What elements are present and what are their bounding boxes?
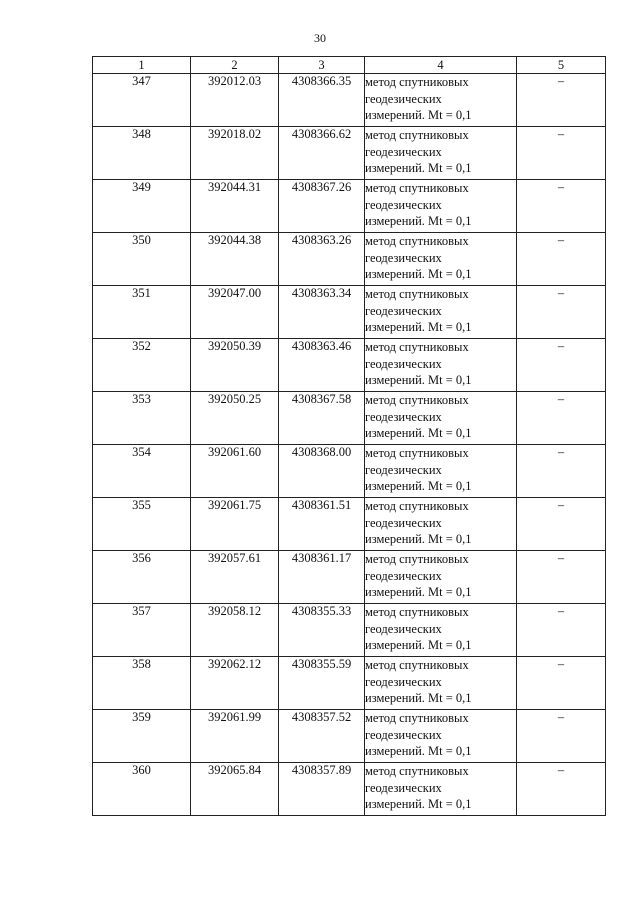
- y-coordinate-cell: 4308357.89: [279, 763, 365, 816]
- method-line: измерений. Mt = 0,1: [365, 108, 472, 122]
- method-line: измерений. Mt = 0,1: [365, 532, 472, 546]
- method-line: измерений. Mt = 0,1: [365, 585, 472, 599]
- method-line: измерений. Mt = 0,1: [365, 479, 472, 493]
- table-row: [93, 127, 606, 180]
- y-coordinate-cell: 4308367.58: [279, 392, 365, 445]
- table-row: [93, 392, 606, 445]
- x-coordinate-cell: 392044.31: [191, 180, 279, 233]
- note-cell: –: [517, 233, 606, 286]
- method-line: измерений. Mt = 0,1: [365, 214, 472, 228]
- note-cell: –: [517, 286, 606, 339]
- note-cell: –: [517, 551, 606, 604]
- method-line: геодезических: [365, 409, 442, 424]
- method-line: геодезических: [365, 727, 442, 742]
- y-coordinate-cell: 4308357.52: [279, 710, 365, 763]
- method-cell: [365, 710, 517, 763]
- method-cell: [365, 74, 517, 127]
- method-cell: [365, 657, 517, 710]
- x-coordinate-cell: 392061.99: [191, 710, 279, 763]
- method-cell: [365, 286, 517, 339]
- method-line: геодезических: [365, 462, 442, 477]
- table-row: [93, 180, 606, 233]
- y-coordinate-cell: 4308361.51: [279, 498, 365, 551]
- method-cell: [365, 392, 517, 445]
- note-cell: –: [517, 180, 606, 233]
- method-line: геодезических: [365, 621, 442, 636]
- table-row: [93, 74, 606, 127]
- y-coordinate-cell: 4308361.17: [279, 551, 365, 604]
- method-line: измерений. Mt = 0,1: [365, 373, 472, 387]
- note-cell: –: [517, 498, 606, 551]
- method-line: геодезических: [365, 91, 442, 106]
- x-coordinate-cell: 392061.60: [191, 445, 279, 498]
- method-line: геодезических: [365, 303, 442, 318]
- method-line: измерений. Mt = 0,1: [365, 161, 472, 175]
- table-row: [93, 498, 606, 551]
- method-line: геодезических: [365, 515, 442, 530]
- method-line: измерений. Mt = 0,1: [365, 320, 472, 334]
- y-coordinate-cell: 4308355.59: [279, 657, 365, 710]
- x-coordinate-cell: 392058.12: [191, 604, 279, 657]
- method-line: измерений. Mt = 0,1: [365, 267, 472, 281]
- y-coordinate-cell: 4308366.62: [279, 127, 365, 180]
- method-line: метод спутниковых: [365, 658, 469, 672]
- method-line: метод спутниковых: [365, 605, 469, 619]
- method-line: геодезических: [365, 780, 442, 795]
- point-number-cell: 356: [93, 551, 191, 604]
- note-cell: –: [517, 710, 606, 763]
- table-row: [93, 445, 606, 498]
- method-line: метод спутниковых: [365, 446, 469, 460]
- note-cell: –: [517, 445, 606, 498]
- x-coordinate-cell: 392057.61: [191, 551, 279, 604]
- point-number-cell: 348: [93, 127, 191, 180]
- point-number-cell: 352: [93, 339, 191, 392]
- note-cell: –: [517, 657, 606, 710]
- table-row: [93, 710, 606, 763]
- method-cell: [365, 498, 517, 551]
- method-line: измерений. Mt = 0,1: [365, 691, 472, 705]
- point-number-cell: 354: [93, 445, 191, 498]
- point-number-cell: 347: [93, 74, 191, 127]
- note-cell: –: [517, 127, 606, 180]
- note-cell: –: [517, 763, 606, 816]
- method-line: метод спутниковых: [365, 552, 469, 566]
- method-cell: [365, 445, 517, 498]
- note-cell: –: [517, 74, 606, 127]
- method-line: метод спутниковых: [365, 393, 469, 407]
- method-cell: [365, 127, 517, 180]
- x-coordinate-cell: 392018.02: [191, 127, 279, 180]
- x-coordinate-cell: 392050.39: [191, 339, 279, 392]
- y-coordinate-cell: 4308363.26: [279, 233, 365, 286]
- point-number-cell: 360: [93, 763, 191, 816]
- point-number-cell: 349: [93, 180, 191, 233]
- method-line: геодезических: [365, 674, 442, 689]
- method-line: измерений. Mt = 0,1: [365, 797, 472, 811]
- header-col-5: 5: [517, 57, 606, 74]
- y-coordinate-cell: 4308366.35: [279, 74, 365, 127]
- table-body: [93, 74, 606, 816]
- note-cell: –: [517, 392, 606, 445]
- coordinates-table: [92, 56, 606, 816]
- method-line: геодезических: [365, 568, 442, 583]
- point-number-cell: 357: [93, 604, 191, 657]
- point-number-cell: 355: [93, 498, 191, 551]
- method-cell: [365, 551, 517, 604]
- table-row: [93, 657, 606, 710]
- method-line: метод спутниковых: [365, 287, 469, 301]
- point-number-cell: 353: [93, 392, 191, 445]
- table-row: [93, 286, 606, 339]
- x-coordinate-cell: 392061.75: [191, 498, 279, 551]
- method-line: геодезических: [365, 144, 442, 159]
- note-cell: –: [517, 604, 606, 657]
- method-cell: [365, 233, 517, 286]
- x-coordinate-cell: 392012.03: [191, 74, 279, 127]
- point-number-cell: 350: [93, 233, 191, 286]
- method-line: измерений. Mt = 0,1: [365, 638, 472, 652]
- x-coordinate-cell: 392044.38: [191, 233, 279, 286]
- method-line: измерений. Mt = 0,1: [365, 744, 472, 758]
- method-line: метод спутниковых: [365, 128, 469, 142]
- x-coordinate-cell: 392047.00: [191, 286, 279, 339]
- method-line: метод спутниковых: [365, 75, 469, 89]
- method-cell: [365, 604, 517, 657]
- header-col-1: 1: [93, 57, 191, 74]
- method-line: метод спутниковых: [365, 340, 469, 354]
- method-cell: [365, 180, 517, 233]
- point-number-cell: 359: [93, 710, 191, 763]
- y-coordinate-cell: 4308363.34: [279, 286, 365, 339]
- method-line: измерений. Mt = 0,1: [365, 426, 472, 440]
- method-cell: [365, 763, 517, 816]
- table-row: [93, 233, 606, 286]
- x-coordinate-cell: 392050.25: [191, 392, 279, 445]
- method-line: геодезических: [365, 250, 442, 265]
- header-col-4: 4: [365, 57, 517, 74]
- x-coordinate-cell: 392065.84: [191, 763, 279, 816]
- y-coordinate-cell: 4308363.46: [279, 339, 365, 392]
- y-coordinate-cell: 4308368.00: [279, 445, 365, 498]
- y-coordinate-cell: 4308355.33: [279, 604, 365, 657]
- method-line: геодезических: [365, 356, 442, 371]
- header-row: [93, 57, 606, 74]
- method-line: метод спутниковых: [365, 181, 469, 195]
- table-header: [93, 57, 606, 74]
- method-line: метод спутниковых: [365, 234, 469, 248]
- method-cell: [365, 339, 517, 392]
- header-col-3: 3: [279, 57, 365, 74]
- note-cell: –: [517, 339, 606, 392]
- point-number-cell: 358: [93, 657, 191, 710]
- x-coordinate-cell: 392062.12: [191, 657, 279, 710]
- table-row: [93, 763, 606, 816]
- table-row: [93, 339, 606, 392]
- method-line: метод спутниковых: [365, 764, 469, 778]
- y-coordinate-cell: 4308367.26: [279, 180, 365, 233]
- header-col-2: 2: [191, 57, 279, 74]
- table-row: [93, 604, 606, 657]
- method-line: метод спутниковых: [365, 711, 469, 725]
- table-row: [93, 551, 606, 604]
- method-line: геодезических: [365, 197, 442, 212]
- point-number-cell: 351: [93, 286, 191, 339]
- method-line: метод спутниковых: [365, 499, 469, 513]
- page-number: 30: [314, 31, 326, 45]
